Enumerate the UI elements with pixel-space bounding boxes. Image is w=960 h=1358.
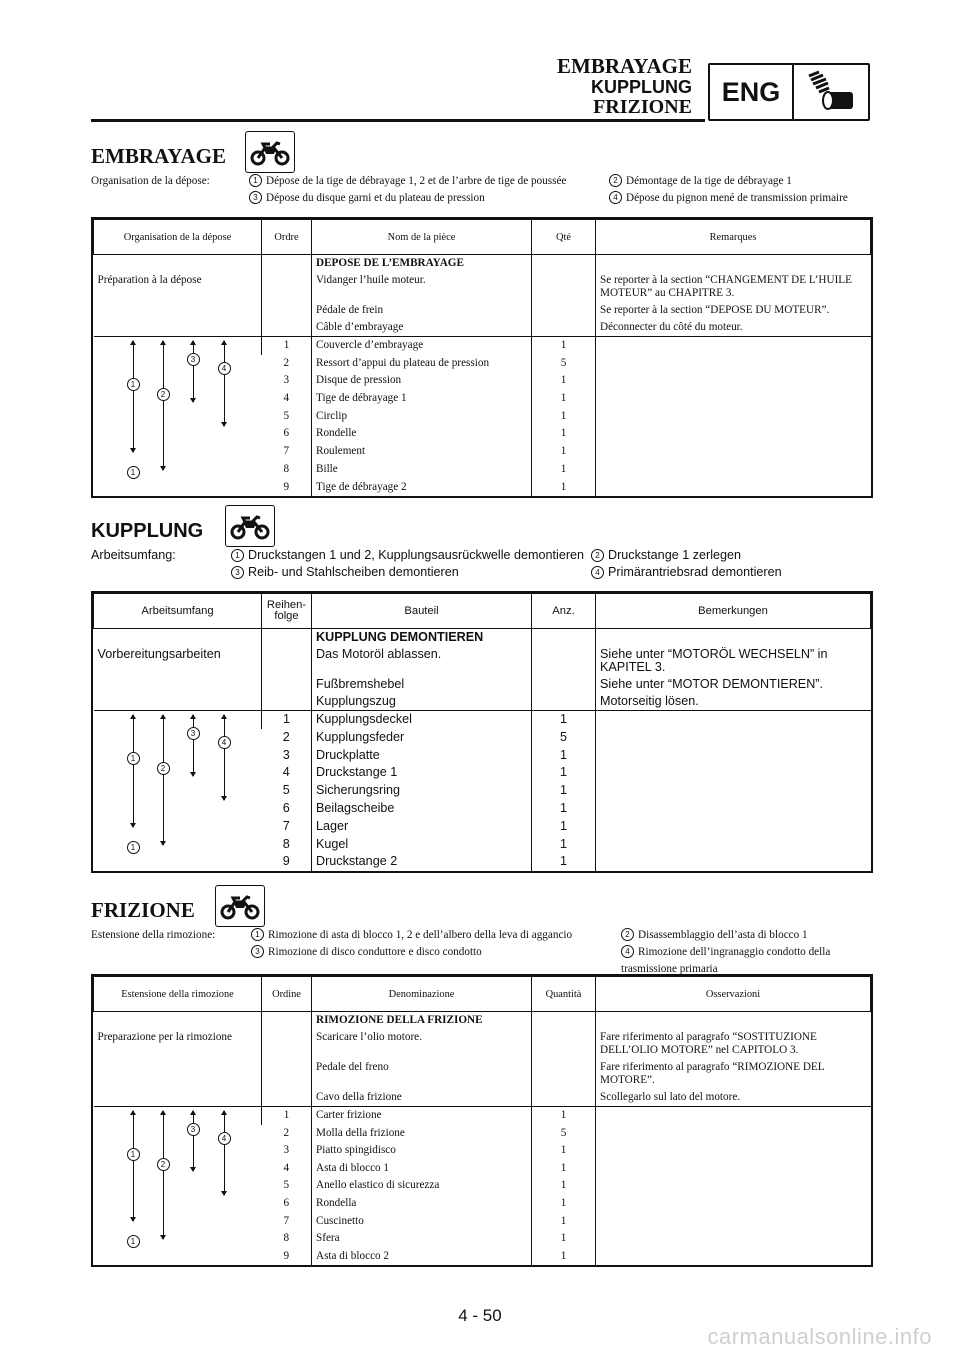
removal-step (231, 564, 459, 581)
step-text: Rimozione dell’ingranaggio condotto della trasmissione primaria (621, 946, 831, 975)
prep-qty (532, 676, 596, 693)
prep-qty (532, 1059, 596, 1089)
prep-name: Pédale de frein (312, 302, 532, 319)
column-header: Qté (532, 220, 596, 255)
range-arrow (193, 715, 194, 776)
prep-row (94, 302, 871, 319)
prep-name: Câble d’embrayage (312, 319, 532, 337)
prep-org (94, 1059, 262, 1089)
dirt-bike-icon (245, 131, 295, 173)
prep-order (262, 255, 312, 273)
step-number-badge: 1 (127, 1235, 140, 1248)
step-number-badge: 4 (218, 736, 231, 749)
removal-step (231, 547, 584, 564)
prep-org: Vorbereitungsarbeiten (97, 647, 221, 661)
part-name: Sfera (312, 1230, 532, 1248)
part-order: 3 (282, 747, 290, 762)
column-header: Organisation de la dépose (94, 220, 262, 255)
removal-step (249, 190, 485, 207)
step-number-badge: 3 (187, 727, 200, 740)
step-number-badge: 2 (157, 388, 170, 401)
step-arrows (114, 711, 244, 871)
parts-table (91, 974, 873, 1267)
column-header: Bauteil (312, 594, 532, 629)
part-name: Asta di blocco 2 (312, 1248, 532, 1266)
step-number-badge: 4 (609, 191, 622, 204)
part-name: Rondella (312, 1195, 532, 1213)
prep-name: RIMOZIONE DELLA FRIZIONE (312, 1012, 532, 1030)
part-qty: 1 (532, 425, 596, 443)
step-number-badge: 1 (231, 549, 244, 562)
step-number-badge: 1 (127, 1148, 140, 1161)
part-order: 5 (282, 783, 290, 798)
part-order: 6 (282, 800, 290, 815)
part-qty: 1 (532, 408, 596, 426)
step-number-badge: 1 (127, 378, 140, 391)
header-rule (91, 119, 705, 122)
part-order: 9 (283, 480, 290, 493)
prep-name: Das Motoröl ablassen. (312, 646, 532, 676)
table-row (94, 1107, 871, 1125)
part-name: Druckplatte (312, 747, 532, 765)
prep-org (94, 255, 262, 273)
section-title: EMBRAYAGE (91, 144, 226, 168)
column-header: Ordine (262, 977, 312, 1012)
step-text: Reib- und Stahlscheiben demontieren (248, 565, 459, 579)
step-number-badge: 4 (218, 362, 231, 375)
table-header-row (94, 220, 871, 255)
prep-org: Preparazione per la rimozione (97, 1031, 232, 1043)
prep-qty (532, 272, 596, 302)
order-diagram (94, 1107, 262, 1266)
prep-order (262, 693, 312, 711)
prep-name: KUPPLUNG DEMONTIEREN (312, 629, 532, 647)
step-text: Primärantriebsrad demontieren (608, 565, 782, 579)
step-text: Démontage de la tige de débrayage 1 (626, 175, 792, 187)
part-qty: 1 (532, 479, 596, 497)
removal-scope-label: Arbeitsumfang: (91, 548, 176, 562)
prep-remark: Fare riferimento al paragrafo “RIMOZIONE DEL MOTORE”. (596, 1059, 871, 1089)
part-name: Kupplungsdeckel (312, 711, 532, 729)
column-header: Arbeitsumfang (94, 594, 262, 629)
part-qty: 1 (532, 1160, 596, 1178)
prep-qty (532, 693, 596, 711)
part-qty: 1 (532, 711, 596, 729)
part-qty: 1 (532, 836, 596, 854)
prep-row (94, 1089, 871, 1107)
prep-row (94, 319, 871, 337)
step-number-badge: 3 (231, 566, 244, 579)
prep-row (94, 255, 871, 273)
part-order: 5 (283, 409, 290, 422)
part-name: Lager (312, 818, 532, 836)
table-row (94, 711, 871, 729)
part-name: Asta di blocco 1 (312, 1160, 532, 1178)
prep-remark: Motorseitig lösen. (596, 693, 871, 711)
removal-step (609, 190, 848, 207)
part-name: Druckstange 2 (312, 853, 532, 871)
prep-order (262, 1089, 312, 1107)
removal-step (609, 173, 792, 190)
part-order: 8 (283, 462, 290, 475)
prep-name: Scaricare l’olio motore. (312, 1029, 532, 1059)
step-text: Rimozione di disco conduttore e disco condotto (268, 946, 482, 958)
prep-remark: Se reporter à la section “CHANGEMENT DE L’HUILE MOTEUR” au CHAPITRE 3. (596, 272, 871, 302)
part-qty: 1 (532, 800, 596, 818)
part-order: 7 (283, 1214, 290, 1227)
range-arrow (133, 341, 134, 452)
part-name: Couvercle d’embrayage (312, 337, 532, 355)
prep-remark: Fare riferimento al paragrafo “SOSTITUZIONE DELL’OLIO MOTORE” nel CAPITOLO 3. (596, 1029, 871, 1059)
part-qty: 5 (532, 355, 596, 373)
step-text: Druckstange 1 zerlegen (608, 548, 742, 562)
prep-org (94, 1012, 262, 1030)
prep-qty (532, 1089, 596, 1107)
column-header: Reihen-folge (262, 594, 312, 629)
part-order: 8 (283, 1232, 290, 1245)
header-titles (557, 56, 692, 117)
order-diagram (94, 711, 262, 872)
range-arrow (133, 1111, 134, 1221)
part-remark (596, 337, 871, 497)
part-name: Ressort d’appui du plateau de pression (312, 355, 532, 373)
dirt-bike-icon (225, 505, 275, 547)
part-qty: 1 (532, 782, 596, 800)
part-name: Tige de débrayage 2 (312, 479, 532, 497)
range-arrow (133, 715, 134, 827)
column-header: Osservazioni (596, 977, 871, 1012)
part-qty: 1 (532, 1195, 596, 1213)
part-order: 1 (262, 1107, 312, 1125)
prep-row (94, 1029, 871, 1059)
part-name: Circlip (312, 408, 532, 426)
prep-row (94, 1012, 871, 1030)
step-number-badge: 4 (591, 566, 604, 579)
part-qty: 1 (532, 443, 596, 461)
prep-qty (532, 629, 596, 647)
prep-org (94, 1089, 262, 1107)
eng-badge (708, 63, 870, 121)
prep-remark: Se reporter à la section “DEPOSE DU MOTEUR”. (596, 302, 871, 319)
part-qty: 1 (532, 1248, 596, 1266)
section-frizione (91, 885, 869, 1262)
removal-scope-label: Estensione della rimozione: (91, 929, 216, 941)
prep-row (94, 1059, 871, 1089)
spring-cylinder-icon (794, 65, 868, 119)
step-arrows (114, 1107, 244, 1265)
step-number-badge: 1 (127, 841, 140, 854)
prep-org (94, 629, 262, 647)
removal-step (251, 944, 482, 961)
part-order: 6 (283, 427, 290, 440)
column-header: Quantità (532, 977, 596, 1012)
prep-remark (596, 255, 871, 273)
column-header: Estensione della rimozione (94, 977, 262, 1012)
prep-row (94, 272, 871, 302)
step-text: Dépose du disque garni et du plateau de pression (266, 192, 485, 204)
prep-order (262, 1059, 312, 1089)
prep-org: Préparation à la dépose (97, 274, 202, 286)
column-header: Remarques (596, 220, 871, 255)
part-order: 9 (282, 854, 290, 869)
step-arrows (114, 337, 244, 496)
part-qty: 1 (532, 337, 596, 355)
prep-name: Cavo della frizione (312, 1089, 532, 1107)
watermark: carmanualsonline.info (707, 1324, 932, 1349)
part-name: Piatto spingidisco (312, 1142, 532, 1160)
part-qty: 1 (532, 1107, 596, 1125)
part-name: Bille (312, 461, 532, 479)
part-name: Cuscinetto (312, 1213, 532, 1231)
part-name: Anello elastico di sicurezza (312, 1177, 532, 1195)
part-qty: 1 (532, 747, 596, 765)
removal-step (249, 173, 566, 190)
part-name: Rondelle (312, 425, 532, 443)
dirt-bike-icon (215, 885, 265, 927)
table-row (94, 337, 871, 355)
prep-org (94, 693, 262, 711)
table-header-row (94, 977, 871, 1012)
prep-qty (532, 1012, 596, 1030)
prep-row (94, 629, 871, 647)
parts-table (91, 591, 873, 873)
step-number-badge: 1 (127, 752, 140, 765)
part-qty: 5 (532, 1125, 596, 1143)
step-number-badge: 2 (157, 1158, 170, 1171)
part-qty: 1 (532, 1142, 596, 1160)
removal-step (621, 927, 808, 944)
part-order: 2 (283, 1126, 290, 1139)
column-header: Ordre (262, 220, 312, 255)
prep-org (94, 676, 262, 693)
part-name: Tige de débrayage 1 (312, 390, 532, 408)
part-order: 4 (283, 392, 290, 405)
part-name: Druckstange 1 (312, 764, 532, 782)
part-name: Disque de pression (312, 372, 532, 390)
range-arrow (193, 341, 194, 402)
part-order: 3 (283, 374, 290, 387)
part-qty: 1 (532, 372, 596, 390)
range-arrow (193, 1111, 194, 1171)
header-title-fr: EMBRAYAGE (557, 54, 692, 78)
prep-name: Fußbremshebel (312, 676, 532, 693)
part-name: Molla della frizione (312, 1125, 532, 1143)
eng-label: ENG (710, 65, 794, 119)
step-number-badge: 1 (127, 466, 140, 479)
prep-row (94, 646, 871, 676)
prep-remark (596, 1012, 871, 1030)
part-name: Sicherungsring (312, 782, 532, 800)
column-header: Anz. (532, 594, 596, 629)
prep-remark: Scollegarlo sul lato del motore. (596, 1089, 871, 1107)
step-number-badge: 4 (621, 945, 634, 958)
section-kupplung (91, 505, 869, 869)
step-text: Rimozione di asta di blocco 1, 2 e dell’albero della leva di aggancio (268, 929, 573, 941)
part-order: 5 (283, 1179, 290, 1192)
section-title-row (91, 505, 869, 545)
prep-name: Pedale del freno (312, 1059, 532, 1089)
part-order: 7 (283, 445, 290, 458)
part-name: Beilagscheibe (312, 800, 532, 818)
step-text: Dépose de la tige de débrayage 1, 2 et de l’arbre de tige de poussée (266, 175, 567, 187)
part-name: Carter frizione (312, 1107, 532, 1125)
column-header: Nom de la pièce (312, 220, 532, 255)
prep-org (94, 319, 262, 337)
part-qty: 1 (532, 764, 596, 782)
prep-order (262, 272, 312, 302)
range-arrow (224, 1111, 225, 1195)
part-name: Kugel (312, 836, 532, 854)
removal-scope (91, 547, 869, 583)
prep-order (262, 1012, 312, 1030)
prep-name: Kupplungszug (312, 693, 532, 711)
page-number: 4 - 50 (458, 1306, 502, 1325)
range-arrow (224, 715, 225, 800)
part-order: 8 (282, 836, 290, 851)
prep-qty (532, 1029, 596, 1059)
prep-order (262, 319, 312, 337)
part-qty: 1 (532, 1230, 596, 1248)
part-order: 2 (282, 729, 290, 744)
step-number-badge: 3 (187, 1123, 200, 1136)
prep-order (262, 302, 312, 319)
step-number-badge: 3 (187, 353, 200, 366)
prep-row (94, 693, 871, 711)
part-order: 1 (262, 711, 312, 729)
part-name: Roulement (312, 443, 532, 461)
prep-name: Vidanger l’huile moteur. (312, 272, 532, 302)
step-number-badge: 3 (249, 191, 262, 204)
step-text: Druckstangen 1 und 2, Kupplungsausrückwelle demontieren (248, 548, 585, 562)
prep-order (262, 629, 312, 647)
step-text: Dépose du pignon mené de transmission primaire (626, 192, 848, 204)
part-order: 6 (283, 1196, 290, 1209)
part-qty: 5 (532, 729, 596, 747)
range-arrow (163, 1111, 164, 1239)
part-qty: 1 (532, 853, 596, 871)
section-title: FRIZIONE (91, 898, 195, 922)
part-order: 9 (283, 1249, 290, 1262)
prep-row (94, 676, 871, 693)
removal-scope (91, 927, 869, 975)
step-number-badge: 4 (218, 1132, 231, 1145)
part-qty: 1 (532, 461, 596, 479)
part-name: Kupplungsfeder (312, 729, 532, 747)
range-arrow (163, 341, 164, 470)
removal-step (251, 927, 572, 944)
part-qty: 1 (532, 390, 596, 408)
range-arrow (224, 341, 225, 426)
prep-qty (532, 646, 596, 676)
prep-remark (596, 629, 871, 647)
prep-order (262, 676, 312, 693)
part-order: 7 (282, 818, 290, 833)
step-number-badge: 2 (591, 549, 604, 562)
part-qty: 1 (532, 1213, 596, 1231)
header-title-de: KUPPLUNG (590, 77, 692, 97)
prep-qty (532, 302, 596, 319)
part-qty: 1 (532, 1177, 596, 1195)
range-arrow (163, 715, 164, 845)
removal-scope-label: Organisation de la dépose: (91, 175, 210, 187)
prep-org (94, 302, 262, 319)
removal-step (591, 547, 741, 564)
step-number-badge: 3 (251, 945, 264, 958)
part-remark (596, 711, 871, 872)
step-number-badge: 2 (621, 928, 634, 941)
column-header: Denominazione (312, 977, 532, 1012)
step-number-badge: 2 (157, 762, 170, 775)
prep-remark: Siehe unter “MOTORÖL WECHSELN” in KAPITEL 3. (596, 646, 871, 676)
prep-order (262, 1029, 312, 1059)
part-order: 1 (262, 337, 312, 355)
section-title-row (91, 131, 869, 171)
section-embrayage (91, 131, 869, 493)
part-order: 3 (283, 1144, 290, 1157)
section-title: KUPPLUNG (91, 520, 204, 542)
header-title-it: FRIZIONE (593, 96, 692, 118)
part-order: 4 (283, 1161, 290, 1174)
section-title-row (91, 885, 869, 925)
part-order: 2 (283, 356, 290, 369)
table-header-row (94, 594, 871, 629)
step-number-badge: 1 (249, 174, 262, 187)
prep-remark: Siehe unter “MOTOR DEMONTIEREN”. (596, 676, 871, 693)
step-text: Disassemblaggio dell’asta di blocco 1 (638, 929, 808, 941)
prep-name: DEPOSE DE L’EMBRAYAGE (312, 255, 532, 273)
column-header: Bemerkungen (596, 594, 871, 629)
prep-qty (532, 319, 596, 337)
step-number-badge: 1 (251, 928, 264, 941)
prep-qty (532, 255, 596, 273)
removal-step (621, 944, 869, 978)
part-qty: 1 (532, 818, 596, 836)
prep-order (262, 646, 312, 676)
prep-remark: Déconnecter du côté du moteur. (596, 319, 871, 337)
removal-scope (91, 173, 869, 209)
parts-table (91, 217, 873, 498)
removal-step (591, 564, 782, 581)
part-remark (596, 1107, 871, 1266)
part-order: 4 (282, 765, 290, 780)
step-number-badge: 2 (609, 174, 622, 187)
order-diagram (94, 337, 262, 497)
